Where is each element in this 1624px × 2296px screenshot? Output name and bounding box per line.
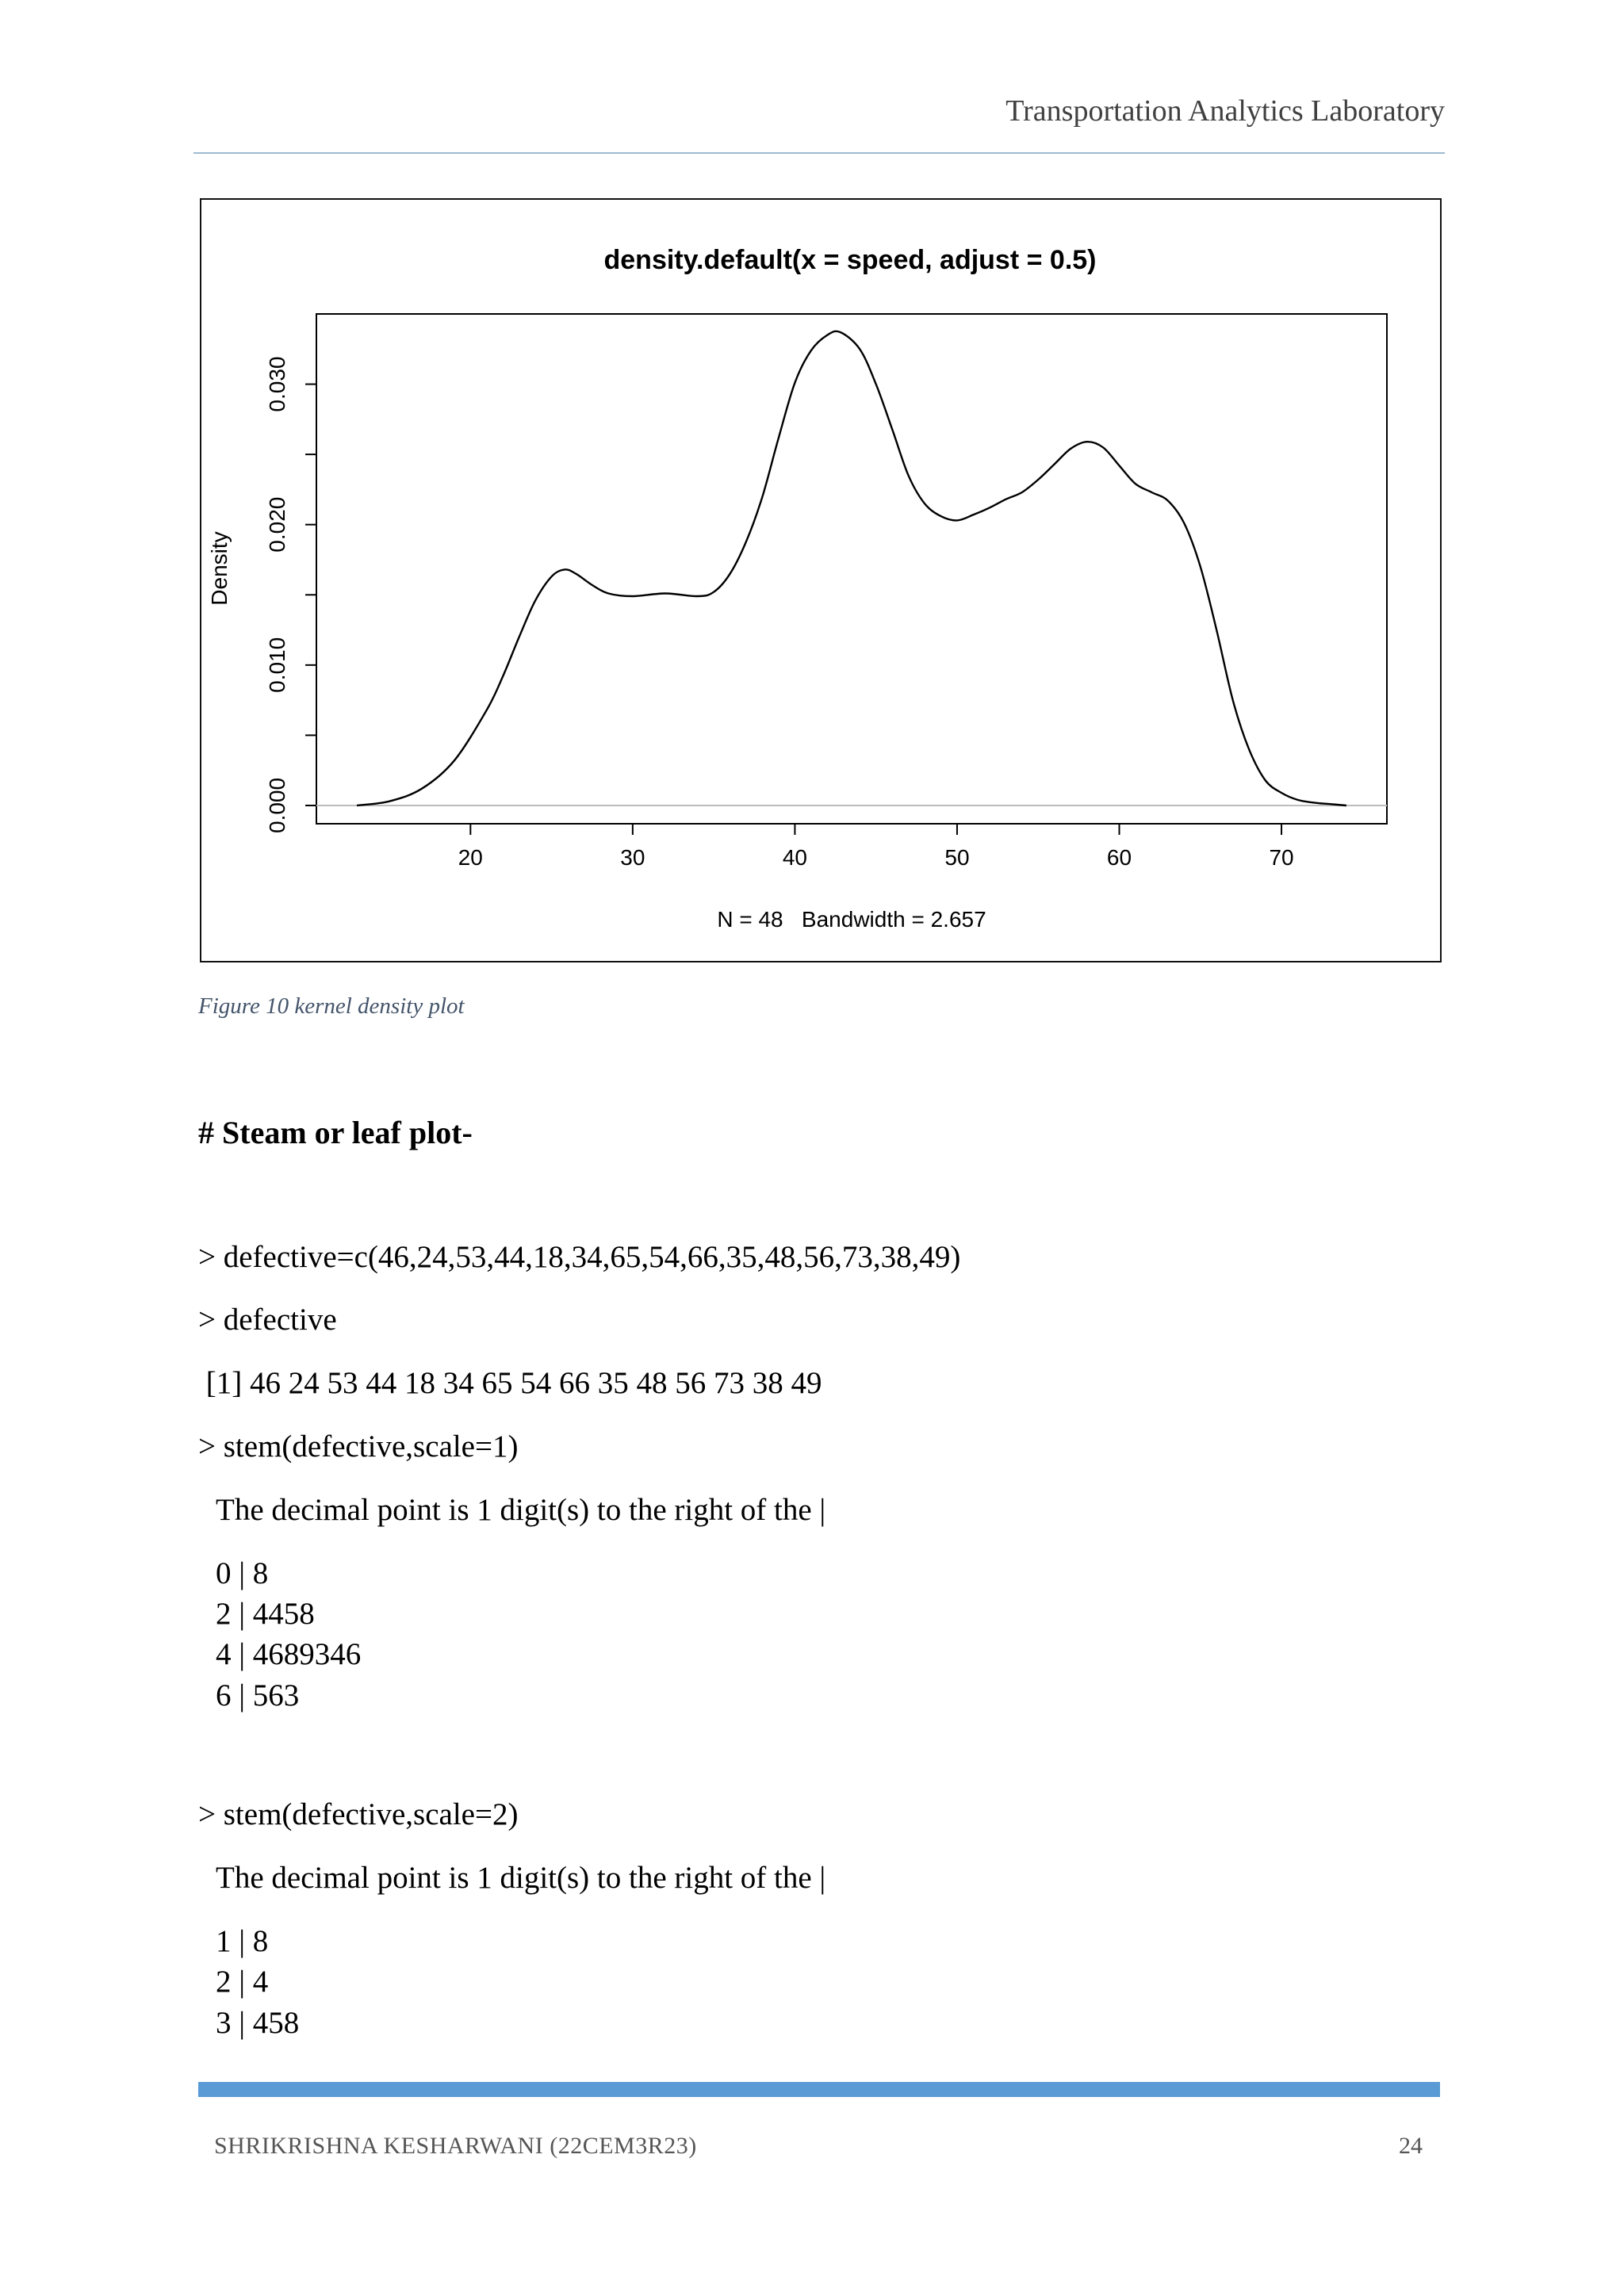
density-curve (357, 331, 1346, 806)
page-number: 24 (1399, 2133, 1423, 2159)
x-tick-label: 40 (782, 845, 807, 870)
x-tick-label: 60 (1106, 845, 1132, 870)
y-tick-label: 0.030 (265, 356, 289, 412)
stem2-row: 3 | 458 (216, 2006, 300, 2040)
y-tick-label: 0.000 (265, 777, 289, 834)
density-chart (201, 200, 1440, 961)
stem1-row: 6 | 563 (216, 1678, 300, 1712)
code-line-assign: > defective=c(46,24,53,44,18,34,65,54,66,35,48,56,73,38,49) (198, 1240, 961, 1274)
stem1-row: 4 | 4689346 (216, 1637, 362, 1671)
stem2-row: 2 | 4 (216, 1965, 269, 1999)
code-line-stem1: > stem(defective,scale=1) (198, 1429, 519, 1464)
chart-title: density.default(x = speed, adjust = 0.5) (603, 245, 1097, 275)
stem1-note: The decimal point is 1 digit(s) to the right of the | (216, 1493, 826, 1527)
stem1-row: 0 | 8 (216, 1556, 269, 1590)
stem2-note: The decimal point is 1 digit(s) to the right of the | (216, 1861, 826, 1895)
section-heading: # Steam or leaf plot- (198, 1115, 473, 1150)
footer-bar (198, 2082, 1440, 2097)
plot-box (316, 314, 1387, 824)
code-output-vector: [1] 46 24 53 44 18 34 65 54 66 35 48 56 73 38 49 (198, 1366, 822, 1400)
stem2-row: 1 | 8 (216, 1924, 269, 1958)
x-tick-label: 50 (944, 845, 970, 870)
x-axis (458, 824, 1294, 870)
stem1-row: 2 | 4458 (216, 1597, 315, 1631)
y-tick-label: 0.020 (265, 496, 289, 553)
footer-author: SHRIKRISHNA KESHARWANI (22CEM3R23) (214, 2133, 697, 2159)
running-header: Transportation Analytics Laboratory (1005, 94, 1445, 128)
x-tick-label: 20 (458, 845, 483, 870)
y-tick-label: 0.010 (265, 637, 289, 693)
header-rule (193, 152, 1445, 154)
figure-caption: Figure 10 kernel density plot (198, 993, 465, 1019)
code-line-print: > defective (198, 1303, 337, 1337)
x-tick-label: 70 (1269, 845, 1294, 870)
y-axis-label: Density (207, 531, 232, 606)
code-line-stem2: > stem(defective,scale=2) (198, 1797, 519, 1831)
density-figure (200, 198, 1442, 962)
x-axis-label: N = 48 Bandwidth = 2.657 (717, 907, 986, 932)
y-axis (265, 357, 316, 833)
x-tick-label: 30 (620, 845, 645, 870)
